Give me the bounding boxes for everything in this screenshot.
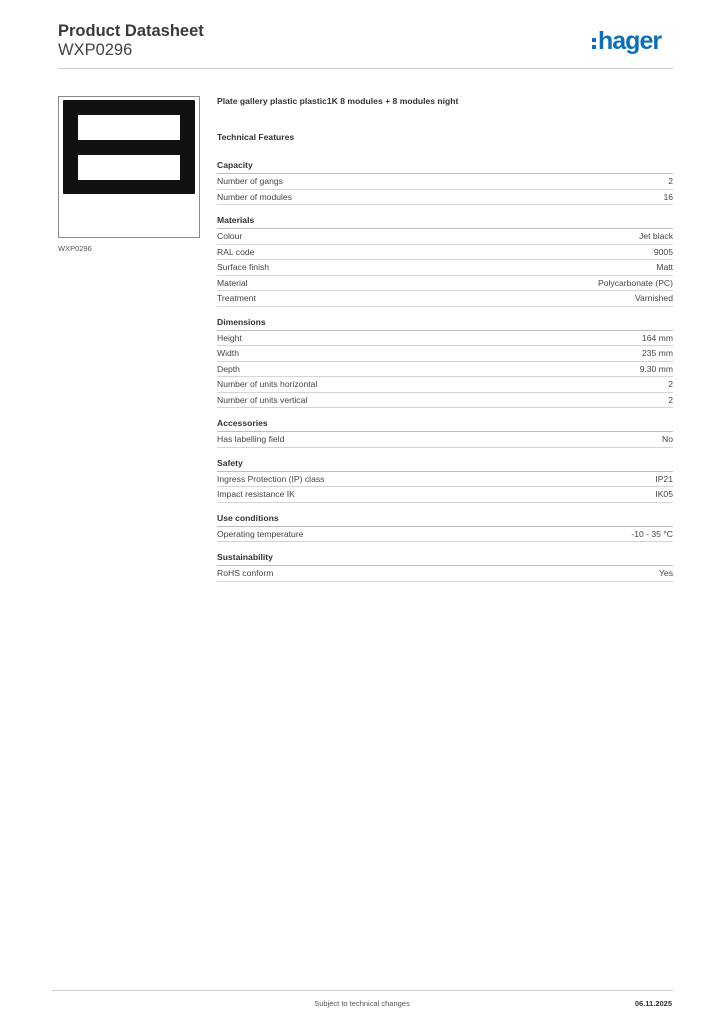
spec-row: [217, 291, 673, 307]
spec-value: Varnished: [634, 293, 673, 303]
spec-value: 16: [663, 191, 673, 202]
spec-value: 164 mm: [641, 332, 673, 343]
product-image: [58, 96, 200, 238]
spec-value: 9005: [653, 246, 673, 257]
spec-label: Surface finish: [217, 262, 270, 272]
spec-value: IK05: [655, 489, 673, 499]
spec-label: Colour: [217, 231, 243, 241]
spec-label: Number of modules: [217, 191, 292, 202]
spec-value: 2: [668, 176, 673, 186]
product-code: WXP0296: [58, 41, 133, 59]
spec-row: [217, 472, 673, 488]
spec-row: [217, 377, 673, 393]
page-title: Product Datasheet: [58, 22, 204, 40]
spec-label: Width: [217, 348, 239, 358]
header-divider: [58, 68, 673, 69]
spec-label: RAL code: [217, 246, 255, 257]
spec-value: Polycarbonate (PC): [598, 277, 673, 288]
spec-label: RoHS conform: [217, 568, 274, 578]
spec-label: Treatment: [217, 293, 256, 303]
plate-opening-top: [78, 115, 180, 140]
spec-value: 9.30 mm: [639, 363, 673, 374]
spec-label: Number of gangs: [217, 176, 283, 186]
spec-value: 2: [668, 394, 673, 405]
document-header: [58, 22, 204, 60]
spec-row: [217, 432, 673, 448]
spec-row: [217, 487, 673, 503]
spec-label: Depth: [217, 363, 240, 374]
spec-row: [217, 566, 673, 582]
spec-sections: [217, 160, 673, 582]
spec-label: Number of units horizontal: [217, 379, 318, 389]
spec-row: [217, 346, 673, 362]
section-title: Capacity: [217, 160, 673, 174]
spec-label: Number of units vertical: [217, 394, 308, 405]
spec-section: [217, 317, 673, 409]
spec-label: Height: [217, 332, 242, 343]
spec-row: [217, 276, 673, 292]
section-title: Accessories: [217, 418, 673, 432]
footer-date: 06.11.2025: [634, 999, 672, 1008]
spec-value: Matt: [656, 262, 673, 272]
plate-opening-bottom: [78, 155, 180, 180]
spec-content: [217, 96, 673, 592]
spec-section: [217, 513, 673, 543]
product-description: Plate gallery plastic plastic1K 8 modules + 8 modules night: [217, 96, 459, 106]
spec-row: [217, 260, 673, 276]
footer-divider: [52, 990, 673, 991]
spec-section: [217, 552, 673, 582]
spec-value: Yes: [658, 568, 673, 578]
spec-label: Operating temperature: [217, 528, 304, 539]
spec-label: Has labelling field: [217, 434, 285, 444]
image-caption: WXP0296: [58, 244, 92, 253]
spec-row: [217, 229, 673, 245]
spec-section: [217, 160, 673, 205]
spec-section: [217, 418, 673, 448]
footer-note: Subject to technical changes: [314, 999, 410, 1008]
section-title: Sustainability: [217, 552, 673, 566]
spec-label: Impact resistance IK: [217, 489, 295, 499]
spec-row: [217, 362, 673, 378]
logo-text: hager: [598, 27, 662, 55]
spec-row: [217, 393, 673, 409]
section-title: Materials: [217, 215, 673, 229]
technical-features-heading: Technical Features: [217, 132, 295, 142]
spec-value: -10 - 35 °C: [631, 528, 673, 539]
spec-row: [217, 527, 673, 543]
spec-row: [217, 245, 673, 261]
section-title: Safety: [217, 458, 673, 472]
spec-row: [217, 331, 673, 347]
logo-dots-icon: [592, 35, 596, 49]
spec-section: [217, 458, 673, 503]
spec-label: Ingress Protection (IP) class: [217, 473, 325, 484]
hager-logo: [592, 28, 661, 54]
spec-section: [217, 215, 673, 307]
cover-plate-picture: [63, 100, 195, 194]
spec-value: 2: [668, 379, 673, 389]
spec-value: IP21: [655, 473, 673, 484]
spec-row: [217, 174, 673, 190]
spec-value: Jet black: [639, 231, 673, 241]
section-title: Dimensions: [217, 317, 673, 331]
section-title: Use conditions: [217, 513, 673, 527]
spec-value: No: [662, 434, 673, 444]
spec-label: Material: [217, 277, 248, 288]
spec-value: 235 mm: [641, 348, 673, 358]
spec-row: [217, 190, 673, 206]
